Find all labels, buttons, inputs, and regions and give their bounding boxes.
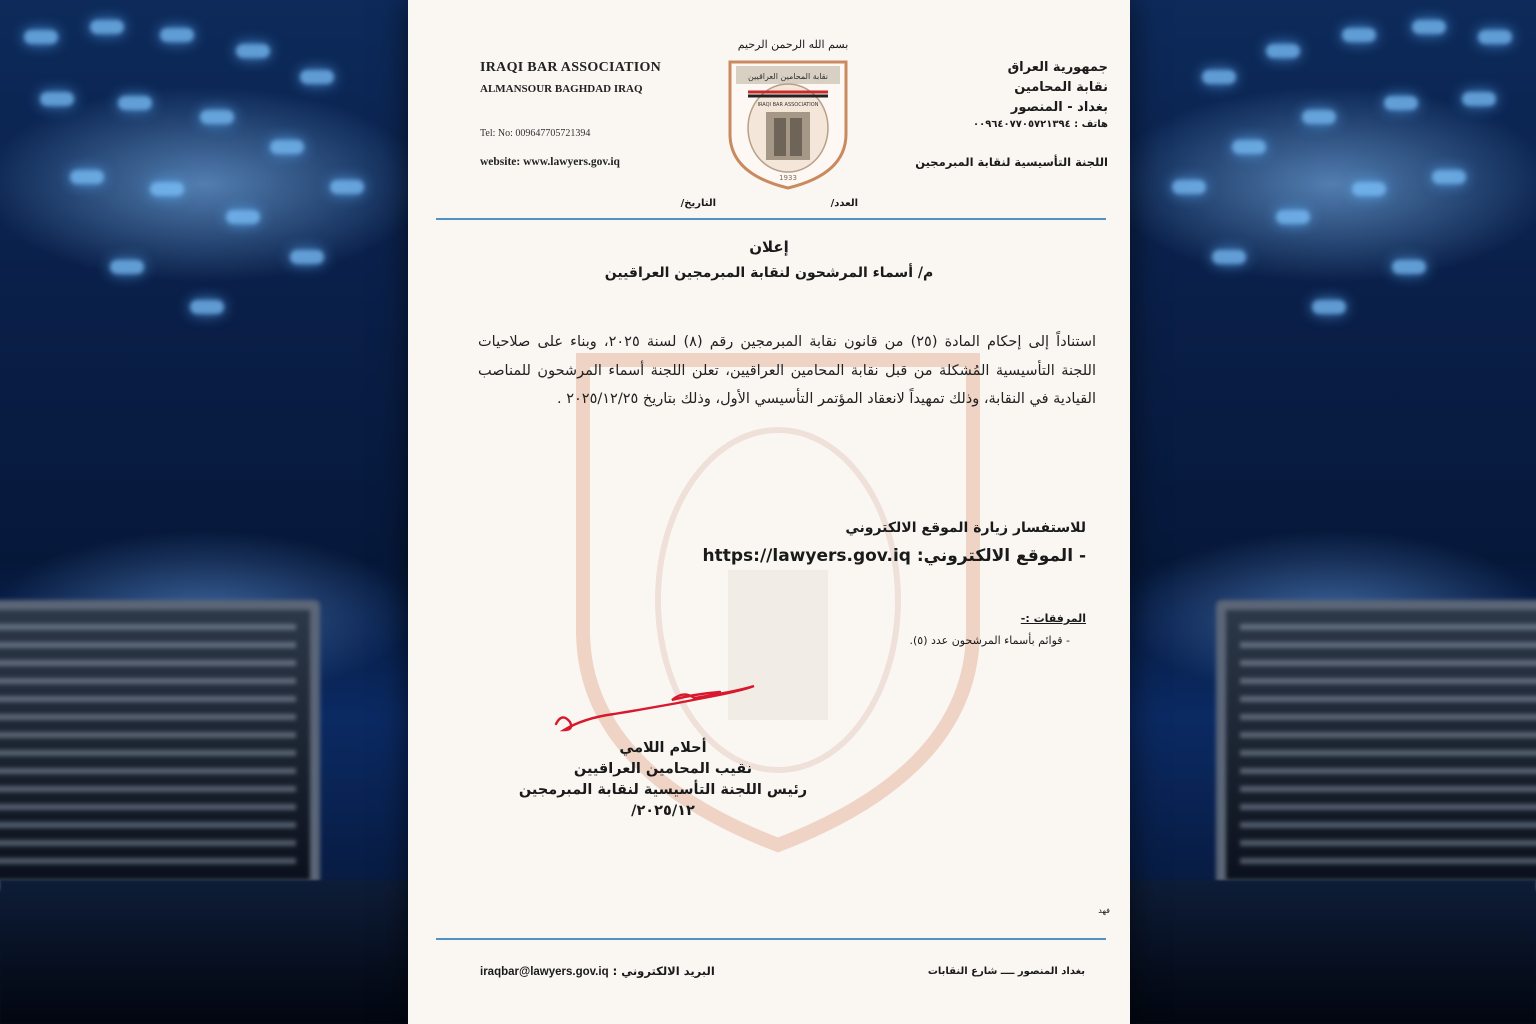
association-address-en: ALMANSOUR BAGHDAD IRAQ [480, 83, 643, 95]
arabic-letterhead [868, 58, 1108, 132]
header-divider [436, 218, 1106, 220]
website-label: - الموقع الالكتروني: [916, 546, 1086, 566]
signatory-role: رئيس اللجنة التأسيسية لنقابة المبرمجين [518, 782, 808, 798]
signatory-date: ٢٠٢٥/١٢/ [631, 803, 695, 819]
inquiry-note: للاستفسار زيارة الموقع الالكتروني [845, 520, 1086, 536]
email-label: البريد الالكتروني : [612, 964, 715, 978]
association-name-ar: نقابة المحامين [1014, 80, 1108, 95]
committee-name-ar: اللجنة التأسيسية لنقابة المبرمجين [915, 155, 1108, 169]
logo-text-ar: نقابة المحامين العراقيين [748, 72, 828, 81]
attachments-heading: المرفقات :- [1020, 612, 1086, 625]
reference-number-label: العدد/ [830, 198, 858, 209]
footer-address: بغداد المنصور ــــ شارع النقابات [927, 966, 1085, 977]
signatory-name: أحلام اللامي [619, 740, 707, 756]
website-link[interactable]: https://lawyers.gov.iq [702, 546, 911, 566]
email-address[interactable]: iraqbar@lawyers.gov.iq [480, 966, 609, 978]
reference-date-label: التاريخ/ [680, 198, 716, 209]
association-logo [726, 56, 850, 192]
signatory-position: نقيب المحامين العراقيين [573, 761, 753, 777]
phone-ar: هاتف : ٠٠٩٦٤٠٧٧٠٥٧٢١٣٩٤ [973, 119, 1108, 130]
english-letterhead [480, 60, 661, 95]
footer-email [480, 964, 715, 978]
announcement-subject: م/ أسماء المرشحون لنقابة المبرمجين العراقيين [604, 265, 934, 281]
announcement-body: استناداً إلى إحكام المادة (٢٥) من قانون نقابة المبرمجين رقم (٨) لسنة ٢٠٢٥، وبناء على صلاحيات اللجنة التأسيسية المُشكلة من قبل نقابة المحامين العراقيين، تعلن اللجنة أسماء المرشحون للمناصب القيادية في النقابة، وذلك تمهيداً لانعقاد المؤتمر التأسيسي الأول، وذلك بتاريخ ٢٠٢٥/١٢/٢٥ . [478, 334, 1096, 408]
city-ar: بغداد - المنصور [1010, 100, 1108, 115]
website-line [703, 546, 1086, 566]
attachment-item: - قوائم بأسماء المرشحون عدد (٥). [909, 634, 1070, 647]
logo-year: 1933 [779, 174, 797, 182]
association-phone-en: Tel: No: 009647705721394 [480, 128, 591, 139]
logo-text-en: IRAQI BAR ASSOCIATION [757, 102, 819, 108]
country-name-ar: جمهورية العراق [1007, 60, 1108, 75]
document-page [408, 0, 1130, 1024]
association-website-en: website: www.lawyers.gov.iq [480, 156, 620, 168]
association-name-en: IRAQI BAR ASSOCIATION [480, 60, 662, 75]
background-left [0, 0, 408, 1024]
background-right [1128, 0, 1536, 1024]
footer-divider [436, 938, 1106, 940]
bismillah: بسم الله الرحمن الرحيم [737, 38, 849, 51]
announcement-title: إعلان [749, 238, 789, 256]
signatory-block [508, 738, 818, 822]
typist-initials: فهد [1098, 906, 1110, 915]
